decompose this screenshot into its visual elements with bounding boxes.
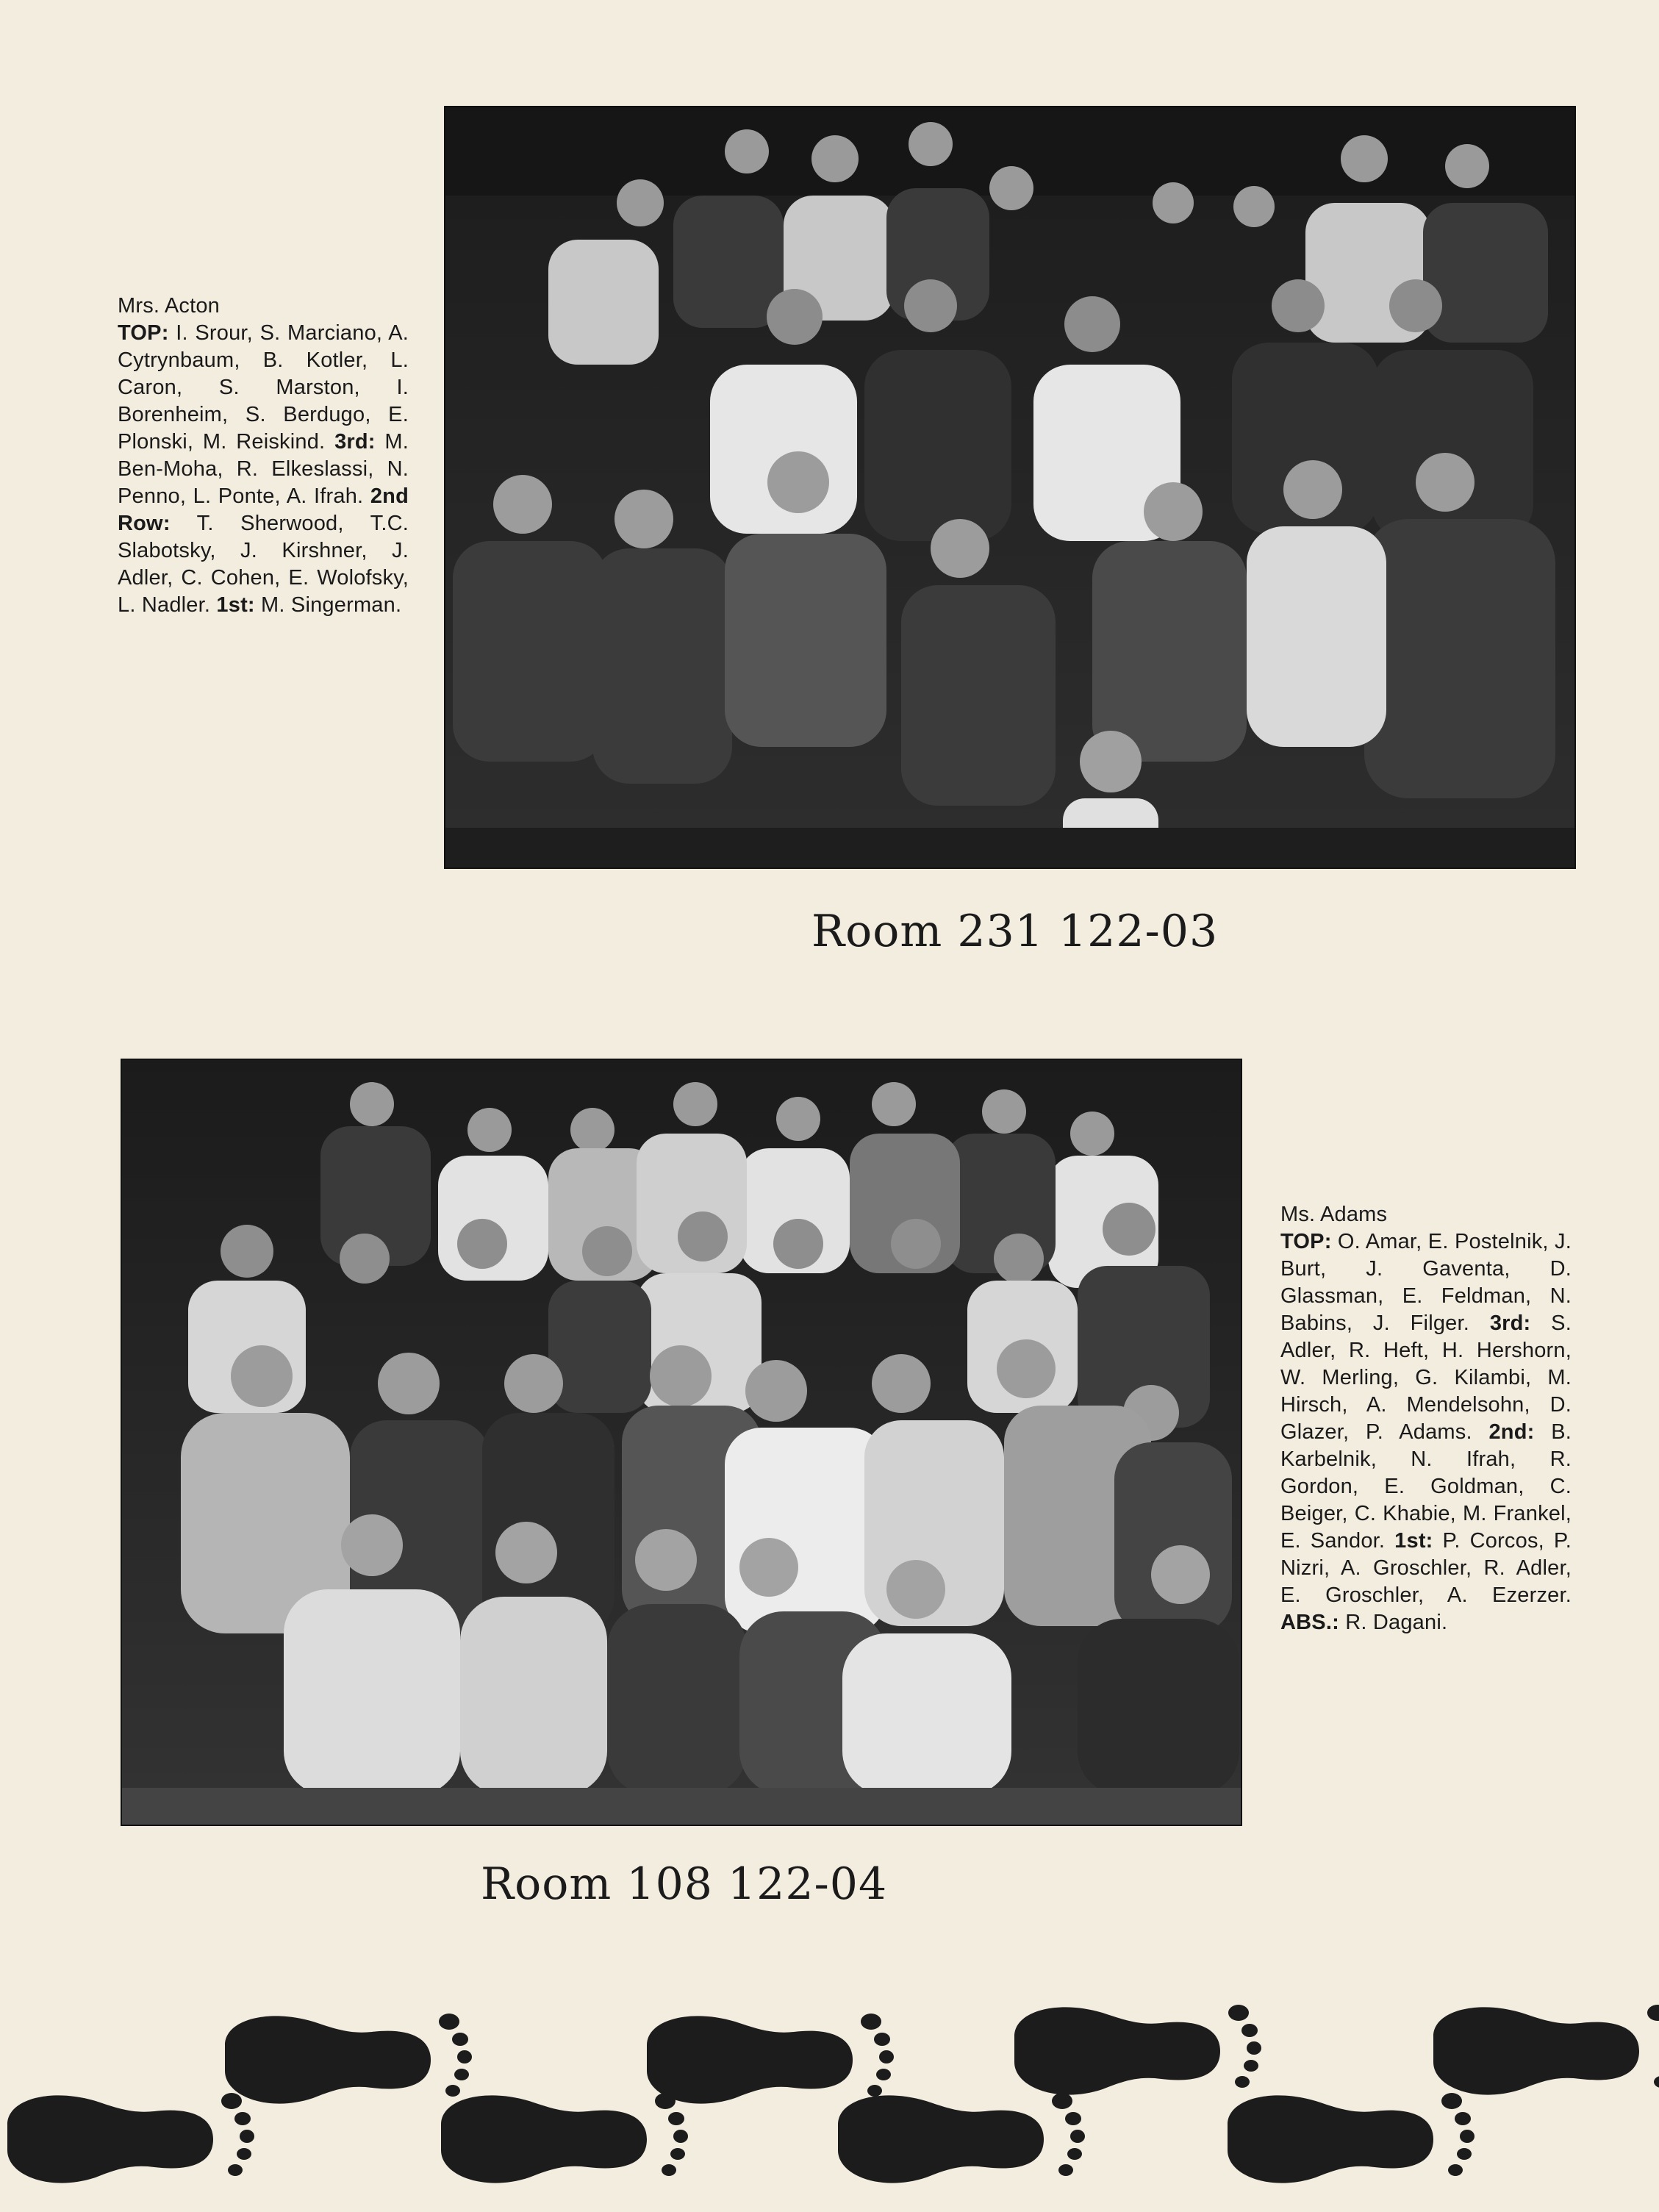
row-names: S. Adler, R. Heft, H. Hershorn, W. Merling, G. Kilambi, M. Hirsch, A. Mendelsohn, D. Glazer, P. Adams.	[1280, 1311, 1572, 1444]
row-names: P. Corcos, P. Nizri, A. Groschler, R. Adler, E. Groschler, A. Ezerzer.	[1280, 1529, 1572, 1607]
teacher-name: Mrs. Acton	[118, 294, 220, 318]
row-names: O. Amar, E. Postelnik, J. Burt, J. Gaventa, D. Glassman, E. Feldman, N. Babins, J. Filger.	[1280, 1230, 1572, 1335]
class-photo-room-108	[121, 1059, 1242, 1826]
row-names: T. Sherwood, T.C. Slabotsky, J. Kirshner, J. Adler, C. Cohen, E. Wolofsky, L. Nadler.	[118, 512, 409, 617]
footprints-border-icon	[0, 1985, 1659, 2212]
group-photo-image	[122, 1060, 1241, 1825]
row-label: TOP:	[118, 321, 169, 345]
row-names: B. Karbelnik, N. Ifrah, R. Gordon, E. Goldman, C. Beiger, C. Khabie, M. Frankel, E. Sandor.	[1280, 1420, 1572, 1553]
row-names: I. Srour, S. Marciano, A. Cytrynbaum, B. Kotler, L. Caron, S. Marston, I. Borenheim, S. Berdugo, E. Plonski, M. Reiskind.	[118, 321, 409, 454]
row-label: 2nd Row:	[118, 484, 409, 535]
row-names: M. Ben-Moha, R. Elkeslassi, N. Penno, L. Ponte, A. Ifrah.	[118, 430, 409, 508]
row-label: 3rd:	[1489, 1311, 1531, 1335]
class-photo-room-231	[444, 106, 1576, 869]
class-caption-adams	[1280, 1201, 1572, 1636]
row-label: 3rd:	[334, 430, 376, 454]
teacher-name: Ms. Adams	[1280, 1203, 1388, 1226]
group-photo-image	[445, 107, 1574, 867]
row-label: 2nd:	[1488, 1420, 1535, 1444]
row-label: 1st:	[1394, 1529, 1433, 1553]
row-names: R. Dagani.	[1339, 1611, 1448, 1634]
room-title: Room 108 122-04	[481, 1858, 888, 1910]
row-label: 1st:	[216, 593, 255, 617]
row-label: ABS.:	[1280, 1611, 1339, 1634]
room-title: Room 231 122-03	[811, 906, 1219, 957]
class-caption-acton	[118, 293, 409, 619]
row-label: TOP:	[1280, 1230, 1332, 1253]
row-names: M. Singerman.	[254, 593, 402, 617]
